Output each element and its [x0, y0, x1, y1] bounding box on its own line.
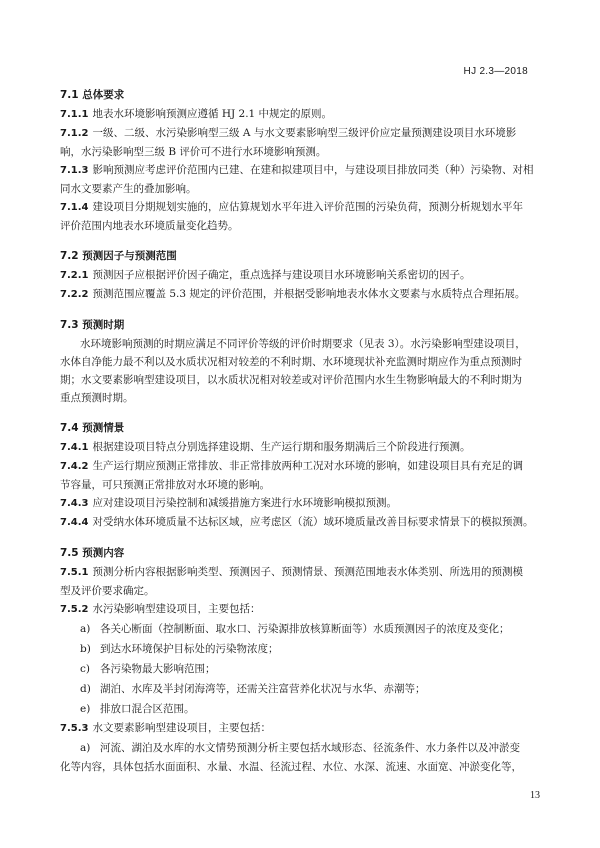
- clause-7-1-3: [60, 161, 542, 180]
- list-item: [60, 738, 542, 758]
- section-heading-7-2: 7.2 预测因子与预测范围: [60, 250, 177, 262]
- clause-7-2-1: [60, 266, 542, 285]
- list-item: [60, 639, 542, 659]
- clause-number: 7.5.3: [60, 723, 89, 734]
- list-item: [60, 659, 542, 679]
- clause-7-1-2: [60, 124, 542, 143]
- clause-text: 对受纳水体环境质量不达标区域，应考虑区（流）域环境质量改善目标要求情景下的模拟预测。: [92, 516, 534, 528]
- list-item-cont: 化等内容，具体包括水面面积、水量、水温、径流过程、水位、水深、流速、水面宽、冲淤变化等，: [60, 761, 522, 773]
- list-marker: c): [80, 663, 90, 675]
- clause-7-4-3: [60, 494, 542, 513]
- clause-7-1-4-cont: 评价范围内地表水环境质量变化趋势。: [60, 220, 239, 232]
- list-text: 各污染物最大影响范围；: [100, 663, 216, 675]
- paragraph-7-3-line1: 水环境影响预测的时期应满足不同评价等级的评价时期要求（见表 3）。水污染影响型建设项目，: [80, 338, 526, 350]
- clause-number: 7.1.2: [60, 128, 89, 139]
- clause-text: 建设项目分期规划实施的，应估算规划水平年进入评价范围的污染负荷，预测分析规划水平年: [92, 201, 523, 213]
- list-marker: b): [80, 643, 91, 655]
- clause-text: 地表水环境影响预测应遵循 HJ 2.1 中规定的原则。: [92, 108, 333, 120]
- clause-7-1-3-cont: 同水文要素产生的叠加影响。: [60, 183, 197, 195]
- clause-number: 7.4.4: [60, 517, 89, 528]
- clause-number: 7.5.2: [60, 604, 89, 615]
- clause-number: 7.5.1: [60, 567, 89, 578]
- clause-text: 水污染影响型建设项目，主要包括：: [92, 603, 261, 615]
- clause-7-4-2-cont: 节容量，可只预测正常排放对水环境的影响。: [60, 479, 270, 491]
- clause-7-4-1: [60, 438, 542, 457]
- document-body: [60, 86, 542, 776]
- clause-text: 根据建设项目特点分别选择建设期、生产运行期和服务期满后三个阶段进行预测。: [92, 441, 471, 453]
- clause-7-5-1: [60, 563, 542, 582]
- clause-7-4-2: [60, 457, 542, 476]
- list-text: 各关心断面（控制断面、取水口、污染源排放核算断面等）水质预测因子的浓度及变化；: [100, 623, 510, 635]
- clause-number: 7.1.4: [60, 202, 89, 213]
- list-marker: a): [80, 742, 91, 754]
- clause-7-5-1-cont: 型及评价要求确定。: [60, 585, 155, 597]
- clause-7-1-4: [60, 198, 542, 217]
- paragraph-7-3-line2: 水体自净能力最不利以及水质状况相对较差的不利时期、水环境现状补充监测时期应作为重点预测时: [60, 356, 522, 368]
- clause-number: 7.4.2: [60, 461, 89, 472]
- clause-text: 预测因子应根据评价因子确定，重点选择与建设项目水环境影响关系密切的因子。: [92, 269, 471, 281]
- clause-7-5-3: [60, 719, 542, 738]
- clause-text: 预测范围应覆盖 5.3 规定的评价范围，并根据受影响地表水体水文要素与水质特点合理拓展。: [92, 288, 526, 300]
- list-text: 排放口混合区范围。: [100, 703, 195, 715]
- list-text: 湖泊、水库及半封闭海湾等，还需关注富营养化状况与水华、赤潮等；: [100, 683, 426, 695]
- standard-code: HJ 2.3—2018: [463, 66, 528, 77]
- list-item: [60, 619, 542, 639]
- list-marker: d): [80, 683, 91, 695]
- clause-number: 7.4.1: [60, 442, 89, 453]
- section-heading-7-1: 7.1 总体要求: [60, 89, 125, 101]
- paragraph-7-3-line3: 期；水文要素影响型建设项目，以水质状况相对较差或对评价范围内水生生物影响最大的不利时期为: [60, 374, 522, 386]
- list-marker: a): [80, 623, 91, 635]
- paragraph-7-3-line4: 重点预测时期。: [60, 392, 134, 404]
- page-number: 13: [530, 790, 540, 801]
- list-text: 到达水环境保护目标处的污染物浓度；: [100, 643, 279, 655]
- clause-text: 一级、二级、水污染影响型三级 A 与水文要素影响型三级评价应定量预测建设项目水环境影: [92, 127, 517, 139]
- clause-text: 水文要素影响型建设项目，主要包括：: [92, 722, 271, 734]
- clause-number: 7.2.1: [60, 270, 89, 281]
- clause-text: 生产运行期应预测正常排放、非正常排放两种工况对水环境的影响，如建设项目具有充足的调: [92, 460, 523, 472]
- clause-7-4-4: [60, 513, 542, 532]
- clause-text: 预测分析内容根据影响类型、预测因子、预测情景、预测范围地表水体类别、所选用的预测模: [92, 566, 523, 578]
- clause-number: 7.4.3: [60, 498, 89, 509]
- list-text: 河流、湖泊及水库的水文情势预测分析主要包括水域形态、径流条件、水力条件以及冲淤变: [100, 742, 520, 754]
- clause-7-2-2: [60, 285, 542, 304]
- list-item: [60, 679, 542, 699]
- list-item: [60, 699, 542, 719]
- list-marker: e): [80, 703, 91, 715]
- clause-number: 7.2.2: [60, 289, 89, 300]
- section-heading-7-5: 7.5 预测内容: [60, 547, 125, 559]
- clause-number: 7.1.3: [60, 165, 89, 176]
- clause-text: 应对建设项目污染控制和减缓措施方案进行水环境影响模拟预测。: [92, 497, 397, 509]
- section-heading-7-4: 7.4 预测情景: [60, 422, 125, 434]
- clause-7-5-2: [60, 600, 542, 619]
- clause-7-1-2-cont: 响，水污染影响型三级 B 评价可不进行水环境影响预测。: [60, 146, 327, 158]
- section-heading-7-3: 7.3 预测时期: [60, 319, 125, 331]
- clause-text: 影响预测应考虑评价范围内已建、在建和拟建项目中，与建设项目排放同类（种）污染物、对相: [92, 164, 534, 176]
- clause-7-1-1: [60, 105, 542, 124]
- clause-number: 7.1.1: [60, 109, 89, 120]
